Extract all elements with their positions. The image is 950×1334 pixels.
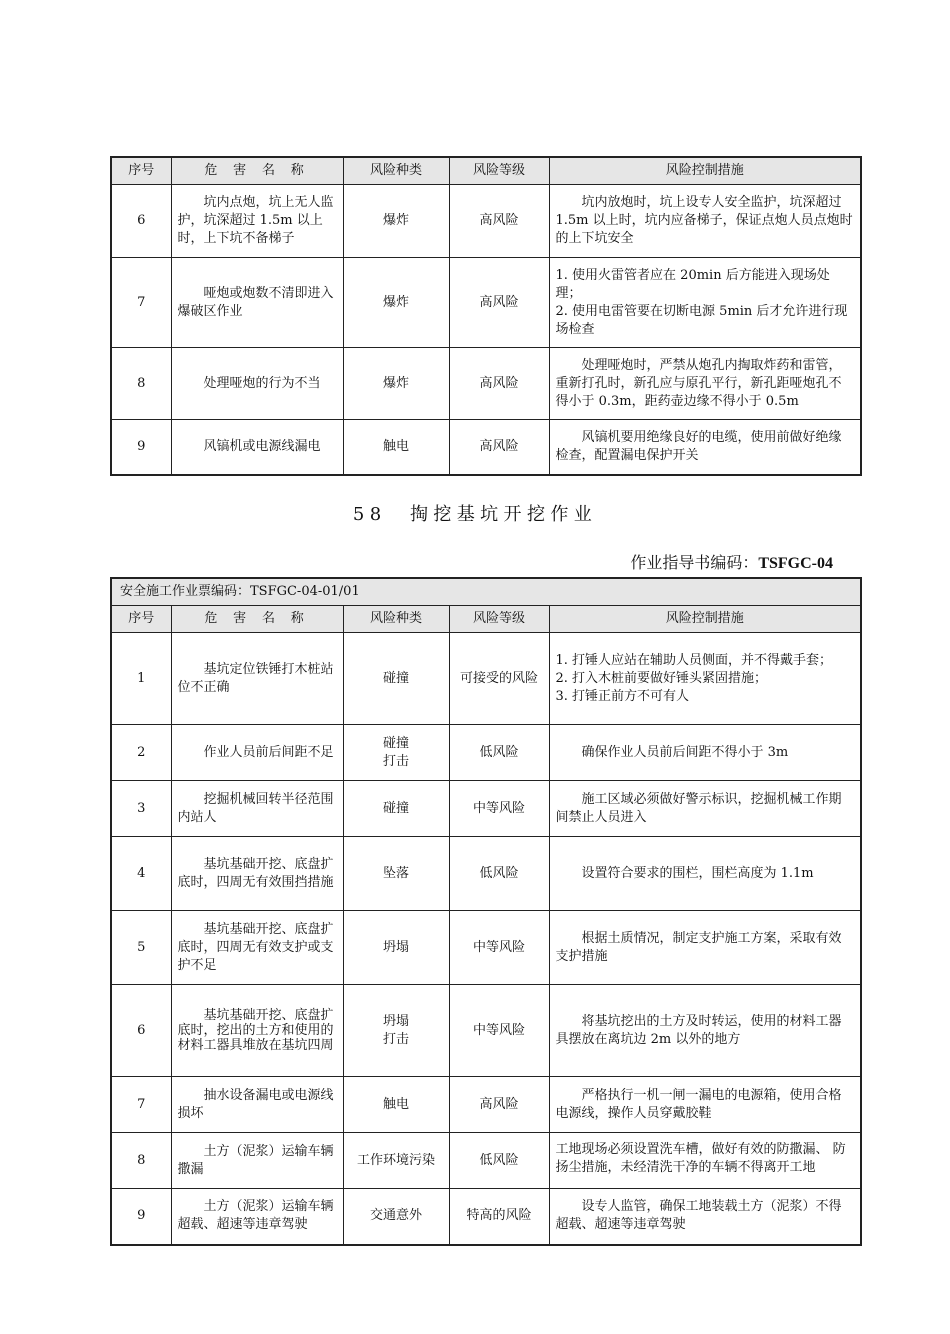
risk-table-1 [110, 156, 862, 476]
row-risk-level: 低风险 [449, 725, 549, 781]
row-hazard: 基坑基础开挖、底盘扩底时，四周无有效支护或支护不足 [171, 911, 343, 985]
risk-type-line: 打击 [382, 1031, 409, 1047]
row-risk-type: 爆炸 [343, 348, 449, 420]
row-risk-type: 碰撞 [343, 781, 449, 837]
row-risk-level: 高风险 [449, 1077, 549, 1133]
row-risk-type: 工作环境污染 [343, 1133, 449, 1189]
row-control [549, 258, 861, 348]
row-control: 施工区域必须做好警示标识，挖掘机械工作期间禁止人员进入 [549, 781, 861, 837]
row-control: 确保作业人员前后间距不得小于 3m [549, 725, 861, 781]
table-row [111, 1133, 861, 1189]
row-hazard: 土方（泥浆）运输车辆撒漏 [171, 1133, 343, 1189]
row-seq: 8 [111, 348, 171, 420]
row-hazard: 基坑基础开挖、底盘扩底时，挖出的土方和使用的材料工器具堆放在基坑四周 [171, 985, 343, 1077]
table-row [111, 911, 861, 985]
row-control: 坑内放炮时，坑上设专人安全监护，坑深超过 1.5m 以上时，坑内应备梯子，保证点炮人员点炮时的上下坑安全 [549, 185, 861, 258]
row-control: 设置符合要求的围栏，围栏高度为 1.1m [549, 837, 861, 911]
table-row [111, 985, 861, 1077]
control-text: 工地现场必须设置洗车槽，做好有效的防撒漏、 防扬尘措施，未经清洗干净的车辆不得离开工地 [555, 1141, 846, 1175]
header-risk-level: 风险等级 [449, 606, 549, 633]
row-risk-type [343, 985, 449, 1077]
row-risk-type: 坠落 [343, 837, 449, 911]
row-risk-level: 低风险 [449, 1133, 549, 1189]
row-seq: 8 [111, 1133, 171, 1189]
row-seq: 5 [111, 911, 171, 985]
table-row [111, 781, 861, 837]
doc-code-value: TSFGC-04 [758, 555, 833, 572]
row-hazard: 坑内点炮，坑上无人监护，坑深超过 1.5m 以上时，上下坑不备梯子 [171, 185, 343, 258]
row-risk-type: 碰撞 [343, 633, 449, 725]
doc-code-label: 作业指导书编码： [630, 553, 759, 572]
row-risk-type: 触电 [343, 420, 449, 475]
row-risk-type: 坍塌 [343, 911, 449, 985]
header-risk-level: 风险等级 [449, 157, 549, 185]
header-seq: 序号 [111, 606, 171, 633]
row-hazard: 哑炮或炮数不清即进入爆破区作业 [171, 258, 343, 348]
row-hazard: 风镐机或电源线漏电 [171, 420, 343, 475]
row-risk-level: 可接受的风险 [449, 633, 549, 725]
row-risk-type [343, 725, 449, 781]
control-line: 1. 使用火雷管者应在 20min 后方能进入现场处 理； [555, 267, 830, 301]
table-row [111, 185, 861, 258]
row-control: 将基坑挖出的土方及时转运，使用的材料工器具摆放在离坑边 2m 以外的地方 [549, 985, 861, 1077]
row-hazard: 作业人员前后间距不足 [171, 725, 343, 781]
ticket-row [111, 578, 861, 606]
row-risk-level: 中等风险 [449, 911, 549, 985]
row-control [549, 633, 861, 725]
row-seq: 1 [111, 633, 171, 725]
table-row [111, 420, 861, 475]
table-row [111, 348, 861, 420]
ticket-code: 安全施工作业票编码：TSFGC-04-01/01 [111, 578, 861, 606]
control-line: 3. 打锤正前方不可有人 [555, 688, 690, 704]
table-row [111, 837, 861, 911]
row-hazard: 抽水设备漏电或电源线损坏 [171, 1077, 343, 1133]
header-risk-type: 风险种类 [343, 606, 449, 633]
row-risk-level: 高风险 [449, 348, 549, 420]
row-control: 风镐机要用绝缘良好的电缆，使用前做好绝缘检查，配置漏电保护开关 [549, 420, 861, 475]
row-risk-level: 高风险 [449, 420, 549, 475]
row-risk-type: 触电 [343, 1077, 449, 1133]
table-row [111, 633, 861, 725]
row-control: 设专人监管，确保工地装载土方（泥浆）不得超载、超速等违章驾驶 [549, 1189, 861, 1245]
row-risk-type: 爆炸 [343, 185, 449, 258]
table-row [111, 1077, 861, 1133]
header-hazard: 危 害 名 称 [171, 157, 343, 185]
header-seq: 序号 [111, 157, 171, 185]
table-row [111, 1189, 861, 1245]
control-line: 1. 打锤人应站在辅助人员侧面，并不得戴手套； [555, 652, 833, 668]
row-hazard: 处理哑炮的行为不当 [171, 348, 343, 420]
risk-type-line: 坍塌 [382, 1013, 409, 1029]
row-control: 严格执行一机一闸一漏电的电源箱，使用合格电源线，操作人员穿戴胶鞋 [549, 1077, 861, 1133]
risk-table-2 [110, 577, 862, 1246]
row-seq: 7 [111, 258, 171, 348]
table-row [111, 725, 861, 781]
table-header-row [111, 606, 861, 633]
row-control: 处理哑炮时，严禁从炮孔内掏取炸药和雷管，重新打孔时，新孔应与原孔平行，新孔距哑炮孔不得小于 0.3m，距药壶边缘不得小于 0.5m [549, 348, 861, 420]
table-row [111, 258, 861, 348]
row-seq: 6 [111, 185, 171, 258]
header-control: 风险控制措施 [549, 157, 861, 185]
header-control: 风险控制措施 [549, 606, 861, 633]
control-line: 2. 使用电雷管要在切断电源 5min 后才允许进行现场检查 [555, 303, 848, 337]
doc-code [630, 550, 833, 573]
row-hazard: 基坑定位铁锤打木桩站位不正确 [171, 633, 343, 725]
row-seq: 7 [111, 1077, 171, 1133]
section-title: 58 掏挖基坑开挖作业 [352, 504, 598, 525]
row-risk-type: 交通意外 [343, 1189, 449, 1245]
row-risk-level: 中等风险 [449, 781, 549, 837]
risk-type-line: 打击 [382, 753, 409, 769]
row-seq: 9 [111, 420, 171, 475]
row-seq: 6 [111, 985, 171, 1077]
row-seq: 2 [111, 725, 171, 781]
table-header-row [111, 157, 861, 185]
risk-type-line: 碰撞 [382, 735, 409, 751]
row-seq: 3 [111, 781, 171, 837]
row-control [549, 1133, 861, 1189]
control-line: 2. 打入木桩前要做好锤头紧固措施； [555, 670, 768, 686]
row-seq: 9 [111, 1189, 171, 1245]
row-hazard: 土方（泥浆）运输车辆超载、超速等违章驾驶 [171, 1189, 343, 1245]
row-seq: 4 [111, 837, 171, 911]
row-risk-type: 爆炸 [343, 258, 449, 348]
row-risk-level: 高风险 [449, 185, 549, 258]
row-risk-level: 中等风险 [449, 985, 549, 1077]
row-risk-level: 高风险 [449, 258, 549, 348]
row-hazard: 挖掘机械回转半径范围内站人 [171, 781, 343, 837]
row-risk-level: 特高的风险 [449, 1189, 549, 1245]
row-control: 根据土质情况，制定支护施工方案，采取有效支护措施 [549, 911, 861, 985]
row-risk-level: 低风险 [449, 837, 549, 911]
header-hazard: 危 害 名 称 [171, 606, 343, 633]
row-hazard: 基坑基础开挖、底盘扩底时，四周无有效围挡措施 [171, 837, 343, 911]
header-risk-type: 风险种类 [343, 157, 449, 185]
